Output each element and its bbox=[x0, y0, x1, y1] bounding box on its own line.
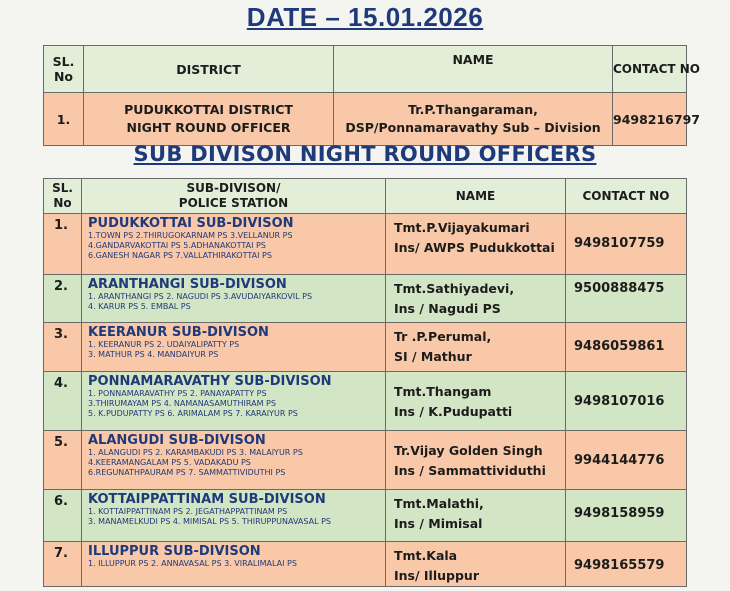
officer-name: Tmt.Malathi, bbox=[394, 496, 484, 511]
officer-cell bbox=[386, 214, 566, 275]
subdivision-table-header bbox=[44, 179, 687, 214]
subdivision-title: SUB DIVISON NIGHT ROUND OFFICERS bbox=[133, 142, 597, 166]
subdivision-cell bbox=[82, 372, 386, 431]
officer-designation: Ins / Nagudi PS bbox=[394, 301, 501, 316]
header-name: NAME bbox=[334, 46, 613, 93]
row-slno: 1. bbox=[44, 214, 82, 275]
table-row bbox=[44, 275, 687, 323]
subdivision-cell bbox=[82, 214, 386, 275]
table-row bbox=[44, 490, 687, 542]
subdivision-cell bbox=[82, 490, 386, 542]
officer-designation: Ins/ AWPS Pudukkottai bbox=[394, 240, 555, 255]
officer-cell bbox=[386, 323, 566, 372]
contact-number: 9498107016 bbox=[566, 372, 687, 431]
officer-cell bbox=[386, 542, 566, 587]
subdivision-cell bbox=[82, 323, 386, 372]
row-slno: 5. bbox=[44, 431, 82, 490]
table-row bbox=[44, 323, 687, 372]
header-contact: CONTACT NO bbox=[613, 46, 687, 93]
row-slno: 3. bbox=[44, 323, 82, 372]
station-line: 3.THIRUMAYAM PS 4. NAMANASAMUTHIRAM PS bbox=[88, 399, 276, 408]
contact-number: 9498165579 bbox=[566, 542, 687, 587]
contact-number: 9498107759 bbox=[566, 214, 687, 275]
contact-number: 9486059861 bbox=[566, 323, 687, 372]
header-slno: SL. No bbox=[44, 179, 82, 214]
officer-name: Tmt.P.Vijayakumari bbox=[394, 220, 530, 235]
header-name: NAME bbox=[386, 179, 566, 214]
header-subdivision-line1: SUB-DIVISON/ bbox=[186, 181, 281, 195]
district-officer-designation: DSP/Ponnamaravathy Sub – Division bbox=[345, 120, 601, 135]
row-slno: 7. bbox=[44, 542, 82, 587]
table-row bbox=[44, 372, 687, 431]
station-line: 1. ILLUPPUR PS 2. ANNAVASAL PS 3. VIRALIMALAI PS bbox=[88, 559, 297, 568]
header-subdivision-line2: POLICE STATION bbox=[178, 196, 289, 210]
station-line: 4.GANDARVAKOTTAI PS 5.ADHANAKOTTAI PS bbox=[88, 241, 266, 250]
subdivision-name: KEERANUR SUB-DIVISON bbox=[88, 325, 269, 340]
station-line: 1. ARANTHANGI PS 2. NAGUDI PS 3.AVUDAIYARKOVIL PS bbox=[88, 292, 313, 301]
subdivision-name: PONNAMARAVATHY SUB-DIVISON bbox=[88, 374, 332, 389]
contact-number: 9500888475 bbox=[566, 275, 687, 323]
header-district: DISTRICT bbox=[84, 46, 334, 93]
station-line: 1. KEERANUR PS 2. UDAIYALIPATTY PS bbox=[88, 340, 240, 349]
row-slno: 2. bbox=[44, 275, 82, 323]
officer-designation: Ins/ Illuppur bbox=[394, 568, 479, 583]
district-officer-contact: 9498216797 bbox=[613, 93, 687, 146]
station-line: 3. MANAMELKUDI PS 4. MIMISAL PS 5. THIRUPPUNAVASAL PS bbox=[88, 517, 331, 526]
header-subdivision bbox=[82, 179, 386, 214]
station-line: 1. PONNAMARAVATHY PS 2. PANAYAPATTY PS bbox=[88, 389, 267, 398]
table-row bbox=[44, 214, 687, 275]
header-contact: CONTACT NO bbox=[566, 179, 687, 214]
district-officer-name: Tr.P.Thangaraman, bbox=[408, 102, 538, 117]
subdivision-cell bbox=[82, 542, 386, 587]
table-row bbox=[44, 542, 687, 587]
subdivision-name: ARANTHANGI SUB-DIVISON bbox=[88, 277, 287, 292]
officer-name: Tmt.Sathiyadevi, bbox=[394, 281, 515, 296]
subdivision-cell bbox=[82, 431, 386, 490]
district-officer-table bbox=[43, 45, 701, 146]
officer-designation: Ins / Sammattividuthi bbox=[394, 463, 546, 478]
subdivision-name: PUDUKKOTTAI SUB-DIVISON bbox=[88, 216, 294, 231]
officer-name: Tr .P.Perumal, bbox=[394, 329, 492, 344]
station-line: 4.KEERAMANGALAM PS 5. VADAKADU PS bbox=[88, 458, 251, 467]
officer-designation: Ins / K.Pudupatti bbox=[394, 404, 513, 419]
contact-number: 9944144776 bbox=[566, 431, 687, 490]
district-cell bbox=[84, 93, 334, 146]
district-officer-row bbox=[44, 93, 687, 146]
station-line: 1.TOWN PS 2.THIRUGOKARNAM PS 3.VELLANUR PS bbox=[88, 231, 293, 240]
officer-name: Tr.Vijay Golden Singh bbox=[394, 443, 543, 458]
officer-name: Tmt.Thangam bbox=[394, 384, 492, 399]
row-slno: 6. bbox=[44, 490, 82, 542]
date-title: DATE – 15.01.2026 bbox=[246, 2, 484, 32]
district-officer-name-cell bbox=[334, 93, 613, 146]
contact-number: 9498158959 bbox=[566, 490, 687, 542]
station-line: 1. ALANGUDI PS 2. KARAMBAKUDI PS 3. MALAIYUR PS bbox=[88, 448, 303, 457]
district-row-slno: 1. bbox=[44, 93, 84, 146]
header-slno: SL. No bbox=[44, 46, 84, 93]
subdivision-name: KOTTAIPPATTINAM SUB-DIVISON bbox=[88, 492, 326, 507]
officer-cell bbox=[386, 275, 566, 323]
officer-designation: Ins / Mimisal bbox=[394, 516, 483, 531]
officer-designation: SI / Mathur bbox=[394, 349, 472, 364]
officer-cell bbox=[386, 490, 566, 542]
district-line1: PUDUKKOTTAI DISTRICT bbox=[124, 102, 293, 117]
subdivision-name: ALANGUDI SUB-DIVISON bbox=[88, 433, 266, 448]
station-line: 5. K.PUDUPATTY PS 6. ARIMALAM PS 7. KARAIYUR PS bbox=[88, 409, 298, 418]
district-table-header bbox=[44, 46, 687, 93]
subdivision-cell bbox=[82, 275, 386, 323]
officer-cell bbox=[386, 431, 566, 490]
table-row bbox=[44, 431, 687, 490]
subdivision-officers-table bbox=[43, 178, 687, 587]
subdivision-name: ILLUPPUR SUB-DIVISON bbox=[88, 544, 261, 559]
station-line: 6.REGUNATHPAURAM PS 7. SAMMATTIVIDUTHI PS bbox=[88, 468, 286, 477]
district-line2: NIGHT ROUND OFFICER bbox=[126, 120, 291, 135]
officer-cell bbox=[386, 372, 566, 431]
station-line: 4. KARUR PS 5. EMBAL PS bbox=[88, 302, 191, 311]
officer-name: Tmt.Kala bbox=[394, 548, 458, 563]
row-slno: 4. bbox=[44, 372, 82, 431]
station-line: 1. KOTTAIPPATTINAM PS 2. JEGATHAPPATTINAM PS bbox=[88, 507, 288, 516]
station-line: 6.GANESH NAGAR PS 7.VALLATHIRAKOTTAI PS bbox=[88, 251, 272, 260]
station-line: 3. MATHUR PS 4. MANDAIYUR PS bbox=[88, 350, 219, 359]
